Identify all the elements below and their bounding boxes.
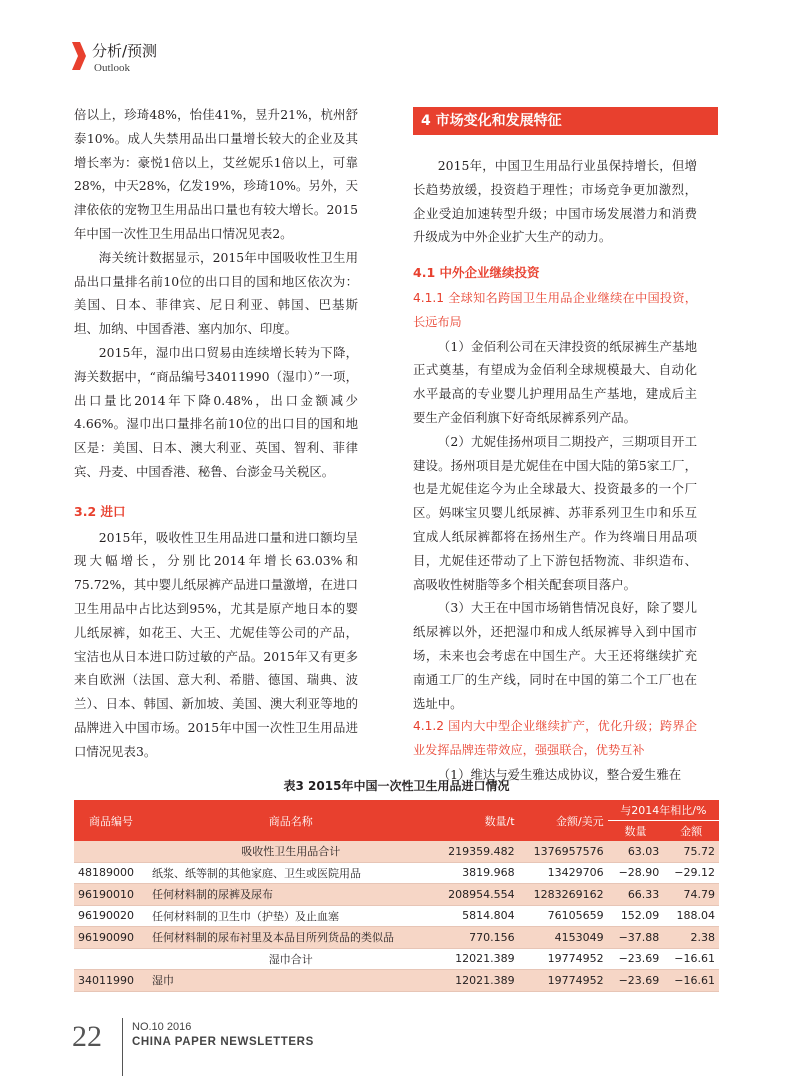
- import-table: [74, 800, 719, 992]
- cell-change-qty: −23.69: [608, 970, 664, 992]
- cell-amount: 19774952: [519, 970, 608, 992]
- cell-code: 48189000: [74, 862, 148, 884]
- cell-name: 任何材料制的卫生巾（护垫）及止血塞: [148, 905, 434, 927]
- header-qty: 数量/t: [434, 800, 519, 841]
- paragraph: 2015年，中国卫生用品行业虽保持增长，但增长趋势放缓，投资趋于理性；市场竞争更加激烈，企业受迫加速转型升级；中国市场发展潜力和消费升级成为中外企业扩大生产的动力。: [413, 158, 697, 245]
- magazine-name: CHINA PAPER NEWSLETTERS: [132, 1036, 314, 1048]
- section-subtitle: Outlook: [94, 62, 131, 74]
- cell-name: 纸浆、纸等制的其他家庭、卫生或医院用品: [148, 862, 434, 884]
- cell-amount: 19774952: [519, 948, 608, 970]
- cell-name: 任何材料制的尿裤及尿布: [148, 884, 434, 906]
- cell-change-amount: 2.38: [663, 927, 719, 949]
- header-change-amount: 金额: [663, 821, 719, 842]
- page-number: 22: [72, 1020, 102, 1053]
- cell-amount: 4153049: [519, 927, 608, 949]
- cell-change-qty: −23.69: [608, 948, 664, 970]
- table-row: [74, 948, 719, 970]
- cell-change-qty: −28.90: [608, 862, 664, 884]
- cell-code: 34011990: [74, 970, 148, 992]
- chapter-heading: 4 市场变化和发展特征: [413, 107, 718, 135]
- cell-qty: 12021.389: [434, 948, 519, 970]
- cell-amount: 13429706: [519, 862, 608, 884]
- cell-change-amount: 188.04: [663, 905, 719, 927]
- header-code: 商品编号: [74, 800, 148, 841]
- paragraph: 海关统计数据显示，2015年中国吸收性卫生用品出口量排名前10位的出口目的国和地区依次为：美国、日本、菲律宾、尼日利亚、韩国、巴基斯坦、加纳、中国香港、塞内加尔、印度。: [74, 249, 358, 337]
- cell-qty: 5814.804: [434, 905, 519, 927]
- table-row: [74, 841, 719, 862]
- header-name: 商品名称: [148, 800, 434, 841]
- cell-name: 吸收性卫生用品合计: [148, 841, 434, 862]
- paragraph: （1）维达与爱生雅达成协议，整合爱生雅在: [437, 766, 682, 782]
- table-row: [74, 905, 719, 927]
- table-caption: 表3 2015年中国一次性卫生用品进口情况: [283, 779, 510, 793]
- section-arrow-icon: [72, 42, 86, 70]
- subsection-heading-4-1-2: 4.1.2 国内大中型企业继续扩产，优化升级；跨界企业发挥品牌连带效应，强强联合，优势互补: [413, 719, 697, 758]
- table-row: [74, 927, 719, 949]
- cell-change-amount: −16.61: [663, 948, 719, 970]
- cell-code: [74, 948, 148, 970]
- cell-qty: 770.156: [434, 927, 519, 949]
- cell-change-amount: −29.12: [663, 862, 719, 884]
- paragraph: 2015年，湿巾出口贸易由连续增长转为下降，海关数据中，“商品编号34011990（湿巾）”一项，出口量比2014年下降0.48%，出口金额减少4.66%。湿巾出口量排名前10位的出口目的国和地区是：美国、日本、澳大利亚、英国、智利、菲律宾、丹麦、中国香港、秘鲁、台澎金马关税区。: [74, 344, 358, 479]
- subsection-heading-4-1-1: 4.1.1 全球知名跨国卫生用品企业继续在中国投资，长远布局: [413, 290, 697, 329]
- cell-qty: 219359.482: [434, 841, 519, 862]
- cell-change-amount: 74.79: [663, 884, 719, 906]
- cell-code: [74, 841, 148, 862]
- cell-qty: 12021.389: [434, 970, 519, 992]
- paragraph: 2015年，吸收性卫生用品进口量和进口额均呈现大幅增长，分别比2014年增长63.03%和75.72%，其中婴儿纸尿裤产品进口量激增，在进口卫生用品中占比达到95%，尤其是原产地日本的婴儿纸尿裤，如花王、大王、尤妮佳等公司的产品，宝洁也从日本进口防过敏的产品。2015年又有更多来自欧洲（法国、意大利、希腊、德国、瑞典、波兰）、日本、韩国、新加坡、美国、澳大利亚等地的品牌进入中国市场。2015年中国一次性卫生用品进口情况见表3。: [74, 529, 358, 759]
- cell-name: 任何材料制的尿布衬里及本品目所列货品的类似品: [148, 927, 434, 949]
- cell-code: 96190020: [74, 905, 148, 927]
- right-column: [413, 154, 697, 787]
- header-change-qty: 数量: [608, 821, 664, 842]
- cell-code: 96190090: [74, 927, 148, 949]
- cell-name: 湿巾合计: [148, 948, 434, 970]
- paragraph: 倍以上，珍琦48%，怡佳41%，昱升21%，杭州舒泰10%。成人失禁用品出口量增长较大的企业及其增长率为：豪悦1倍以上，艾丝妮乐1倍以上，可靠28%，中天28%，亿发19%，珍琦10%。另外，天津依依的宠物卫生用品出口量也有较大增长。2015年中国一次性卫生用品出口情况见表2。: [74, 107, 358, 241]
- paragraph: （2）尤妮佳扬州项目二期投产，三期项目开工建设。扬州项目是尤妮佳在中国大陆的第5家工厂，也是尤妮佳迄今为止全球最大、投资最多的一个厂区。妈咪宝贝婴儿纸尿裤、苏菲系列卫生巾和乐互宜成人纸尿裤都将在扬州生产。作为终端日用品项目，尤妮佳还带动了上下游包括物流、非织造布、高吸收性树脂等多个相关配套项目落户。: [413, 433, 697, 592]
- cell-change-qty: 63.03: [608, 841, 664, 862]
- cell-change-amount: 75.72: [663, 841, 719, 862]
- cell-change-qty: −37.88: [608, 927, 664, 949]
- section-heading-3-2: 3.2 进口: [74, 503, 126, 519]
- cell-change-qty: 152.09: [608, 905, 664, 927]
- cell-amount: 1376957576: [519, 841, 608, 862]
- left-column: [74, 103, 358, 764]
- table-row: [74, 884, 719, 906]
- cell-amount: 1283269162: [519, 884, 608, 906]
- table-row: [74, 862, 719, 884]
- footer-divider: [122, 1018, 123, 1076]
- cell-code: 96190010: [74, 884, 148, 906]
- header-amount: 金额/美元: [519, 800, 608, 841]
- cell-change-qty: 66.33: [608, 884, 664, 906]
- cell-name: 湿巾: [148, 970, 434, 992]
- cell-qty: 208954.554: [434, 884, 519, 906]
- cell-change-amount: −16.61: [663, 970, 719, 992]
- issue-label: NO.10 2016: [132, 1021, 192, 1033]
- paragraph: （1）金佰利公司在天津投资的纸尿裤生产基地正式奠基，有望成为金佰利全球规模最大、自动化水平最高的专业婴儿护理用品生产基地，建成后主要生产金佰利旗下好奇纸尿裤系列产品。: [413, 338, 697, 425]
- paragraph: （3）大王在中国市场销售情况良好，除了婴儿纸尿裤以外，还把湿巾和成人纸尿裤导入到中国市场，未来也会考虑在中国生产。大王还将继续扩充南通工厂的生产线，同时在中国的第二个工厂也在选址中。: [413, 600, 697, 711]
- section-title: 分析/预测: [92, 42, 158, 60]
- section-heading-4-1: 4.1 中外企业继续投资: [413, 265, 540, 281]
- cell-qty: 3819.968: [434, 862, 519, 884]
- table-row: [74, 970, 719, 992]
- header-change-group: 与2014年相比/%: [608, 800, 719, 821]
- cell-amount: 76105659: [519, 905, 608, 927]
